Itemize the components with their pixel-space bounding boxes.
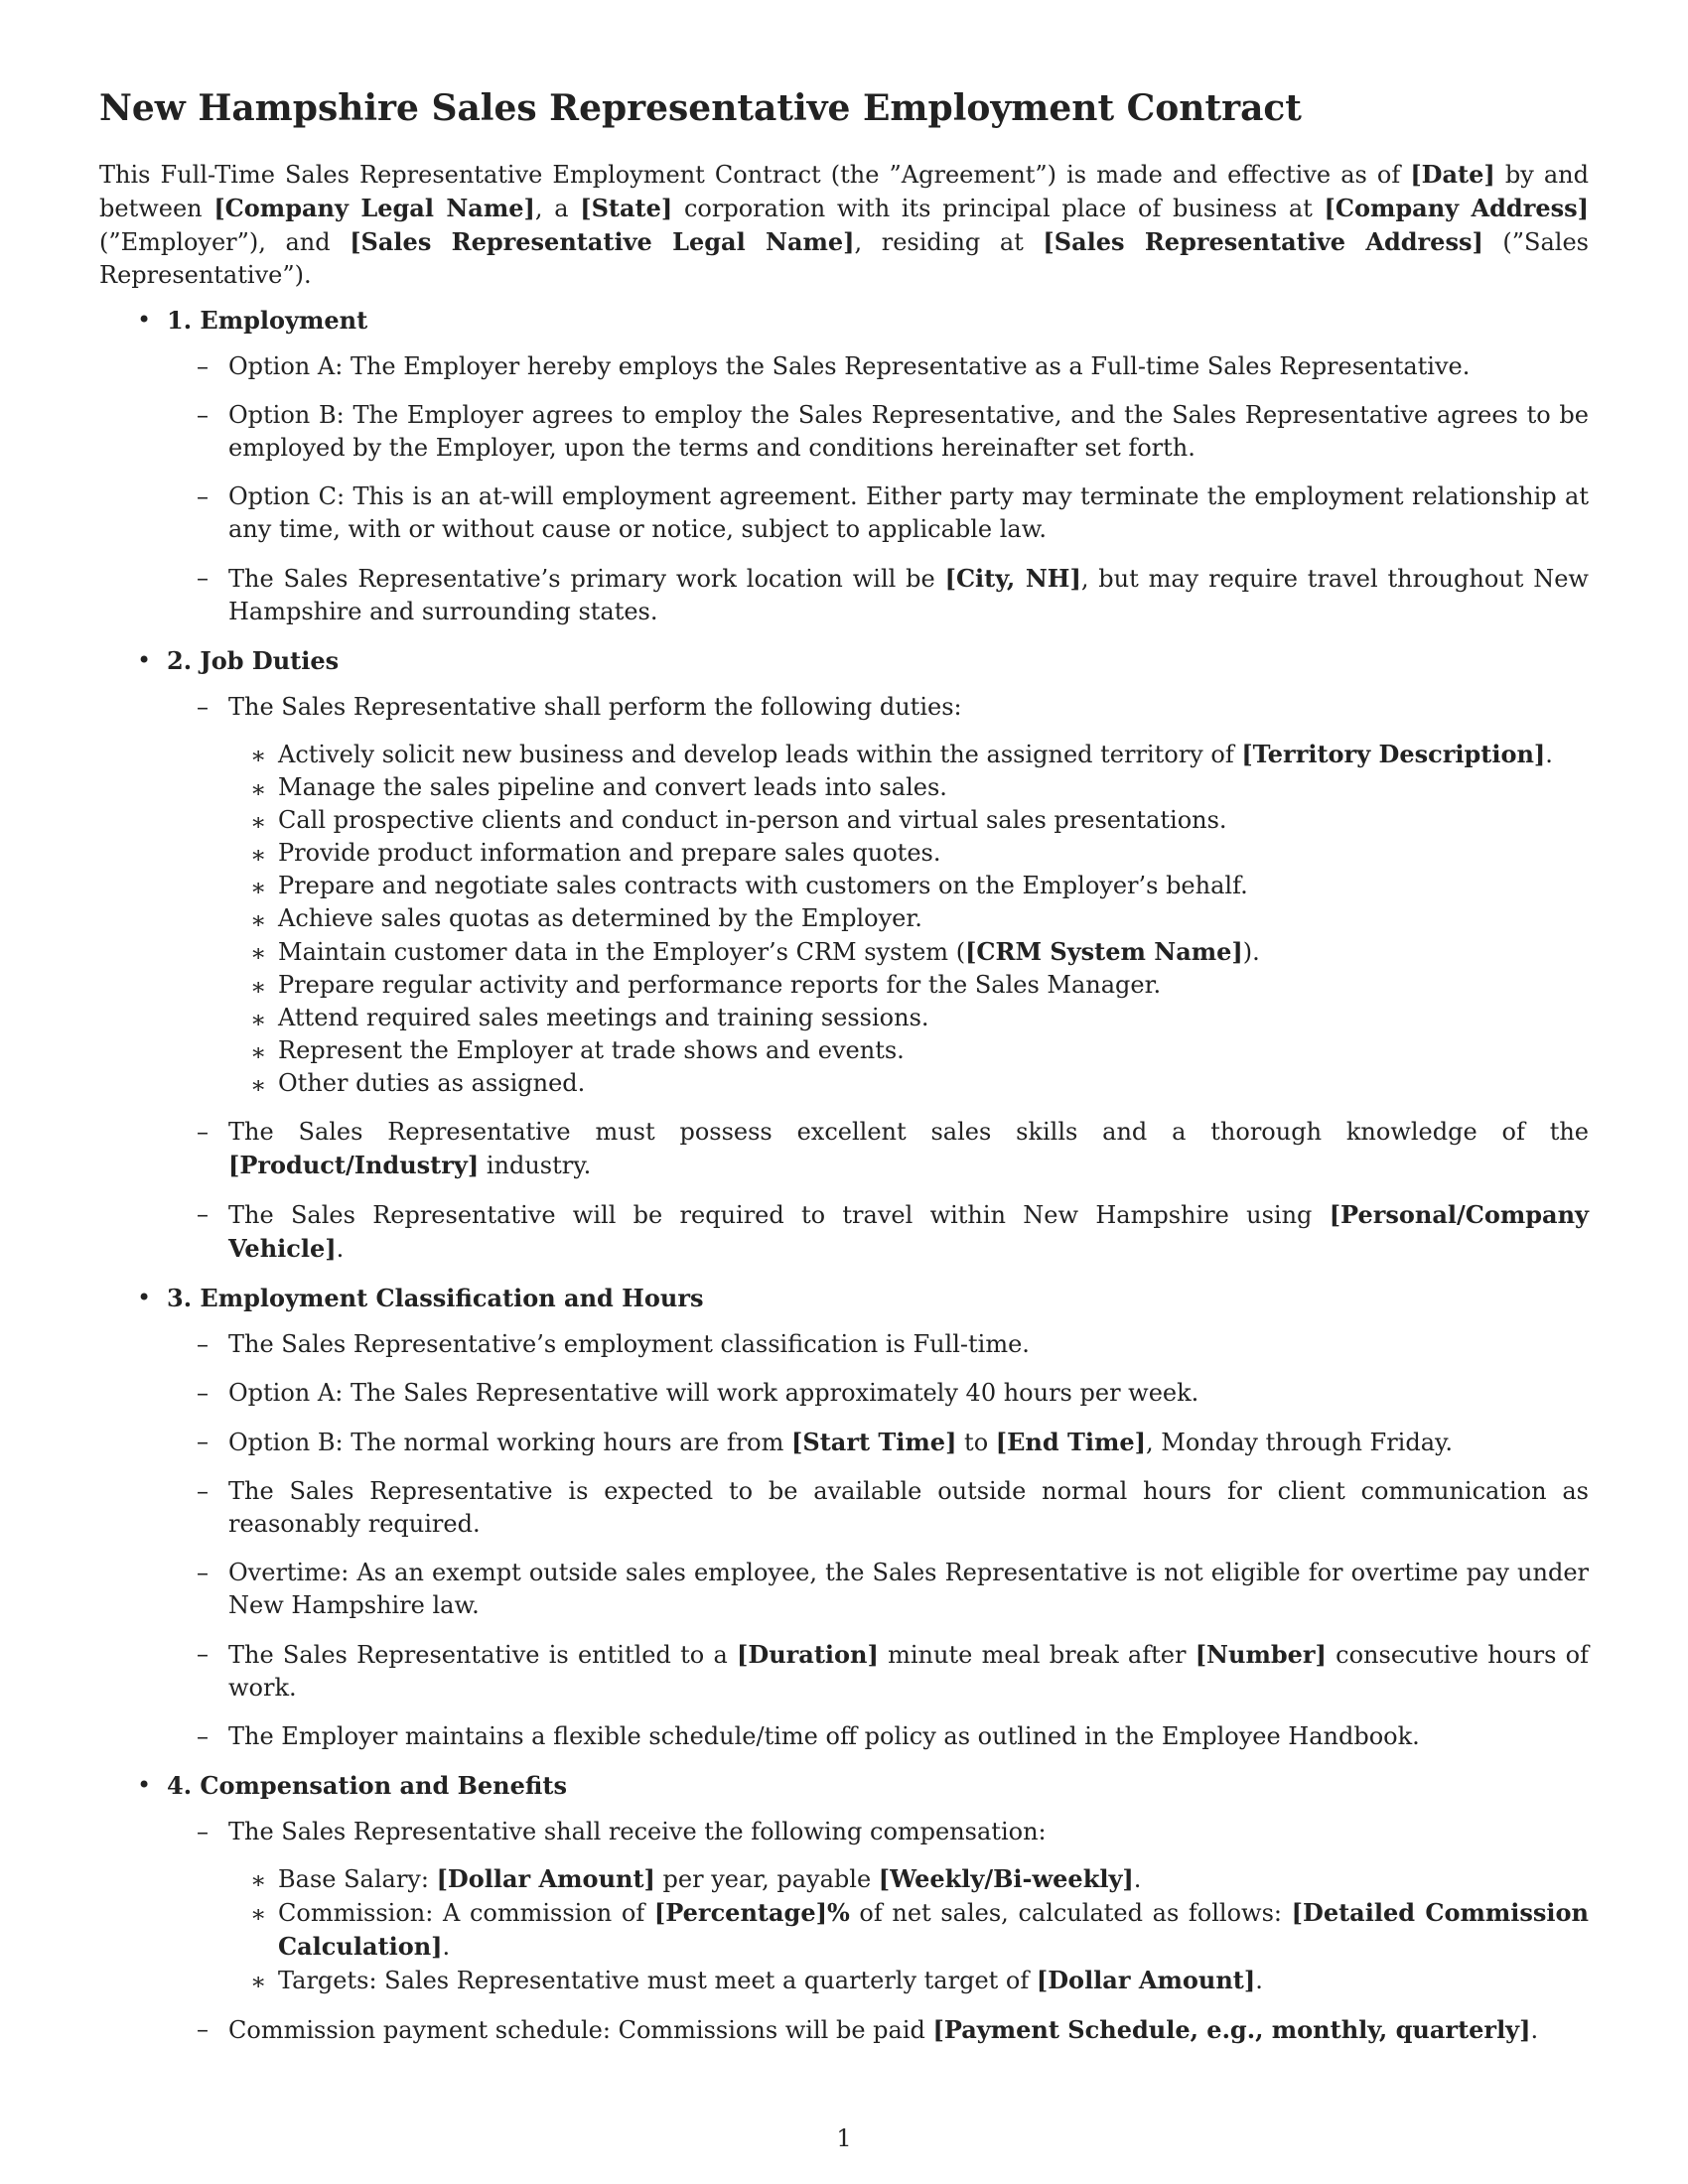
text-run: . xyxy=(1545,741,1553,769)
text-run: minute meal break after xyxy=(878,1641,1196,1670)
clause-item xyxy=(167,1557,1589,1622)
text-run: The Sales Representative’s primary work location will be xyxy=(228,565,945,594)
bullet-icon: • xyxy=(137,1771,152,1800)
placeholder-field: [Personal/Company Vehicle] xyxy=(228,1200,1589,1264)
text-run: Overtime: As an exempt outside sales employee, the Sales Representative is not eligible for overtime pay under New Hampshire law. xyxy=(228,1559,1589,1620)
asterisk-icon: ∗ xyxy=(250,1071,267,1100)
placeholder-field: [Detailed Commission Calculation] xyxy=(278,1898,1590,1962)
bullet-icon: • xyxy=(137,646,152,675)
asterisk-icon: ∗ xyxy=(250,973,267,1002)
clause-list xyxy=(167,1816,1589,2047)
text-run: The Sales Representative will be required to travel within New Hampshire using xyxy=(228,1201,1330,1230)
text-run: , residing at xyxy=(854,228,1044,257)
clause-item xyxy=(167,1198,1589,1266)
text-run: . xyxy=(336,1235,345,1264)
placeholder-field: [Dollar Amount] xyxy=(436,1864,655,1894)
placeholder-field: [Start Time] xyxy=(791,1428,957,1457)
dash-icon: – xyxy=(197,1428,209,1456)
text-run: Call prospective clients and conduct in-person and virtual sales presentations. xyxy=(278,806,1227,835)
dash-icon: – xyxy=(197,1640,209,1669)
asterisk-icon: ∗ xyxy=(250,1006,267,1034)
text-run: Option A: The Sales Representative will work approximately 40 hours per week. xyxy=(228,1379,1199,1408)
document-page xyxy=(99,87,1589,2063)
placeholder-field: [Number] xyxy=(1195,1640,1327,1670)
text-run: . xyxy=(1255,1967,1263,1995)
text-run: , a xyxy=(534,195,581,223)
dash-icon: – xyxy=(197,1477,209,1506)
placeholder-field: [CRM System Name] xyxy=(965,937,1243,967)
text-run: per year, payable xyxy=(654,1865,879,1894)
clause-item xyxy=(167,1328,1589,1361)
bullet-icon: • xyxy=(137,1284,152,1312)
text-run: Base Salary: xyxy=(278,1865,437,1894)
dash-icon: – xyxy=(197,352,209,381)
document-title: New Hampshire Sales Representative Employment Contract xyxy=(99,87,1302,129)
section xyxy=(99,304,1589,628)
text-run: to xyxy=(956,1429,996,1457)
text-run: ). xyxy=(1242,938,1260,967)
text-run: Option B: The Employer agrees to employ the Sales Representative, and the Sales Representative agrees to be employed by the Employer, upon the terms and conditions hereinafter set forth. xyxy=(228,401,1589,463)
text-run: Prepare and negotiate sales contracts with customers on the Employer’s behalf. xyxy=(278,872,1248,900)
section xyxy=(99,1769,1589,2047)
placeholder-field: [Company Legal Name] xyxy=(213,194,535,223)
sub-clause-item xyxy=(228,1067,1589,1100)
asterisk-icon: ∗ xyxy=(250,841,267,870)
placeholder-field: [Payment Schedule, e.g., monthly, quarterly] xyxy=(932,2015,1531,2045)
asterisk-icon: ∗ xyxy=(250,1866,267,1895)
placeholder-field: [Product/Industry] xyxy=(228,1151,480,1180)
section-heading: 2. Job Duties xyxy=(167,646,340,676)
dash-icon: – xyxy=(197,1559,209,1587)
sub-clause-item xyxy=(228,1002,1589,1034)
page-number: 1 xyxy=(836,2124,852,2152)
text-run: , but may require travel throughout New Hampshire and surrounding states. xyxy=(228,565,1589,626)
sub-clause-item xyxy=(228,870,1589,902)
text-run: The Sales Representative’s employment classification is Full-time. xyxy=(228,1330,1030,1359)
clause-list xyxy=(167,1328,1589,1753)
sub-clause-item xyxy=(228,738,1589,771)
placeholder-field: [Percentage]% xyxy=(653,1898,850,1928)
sub-clause-item xyxy=(228,1964,1589,1997)
clause-item xyxy=(167,1638,1589,1705)
placeholder-field: [Sales Representative Address] xyxy=(1043,227,1483,257)
dash-icon: – xyxy=(197,564,209,593)
text-run: Actively solicit new business and develop leads within the assigned territory of xyxy=(278,741,1242,769)
sub-clause-item xyxy=(228,1034,1589,1067)
asterisk-icon: ∗ xyxy=(250,775,267,804)
dash-icon: – xyxy=(197,693,209,722)
clause-list xyxy=(167,350,1589,628)
placeholder-field: [Dollar Amount] xyxy=(1036,1966,1256,1995)
text-run: Maintain customer data in the Employer’s CRM system ( xyxy=(278,938,966,967)
sub-clause-item xyxy=(228,935,1589,969)
clause-item xyxy=(167,1475,1589,1541)
dash-icon: – xyxy=(197,2015,209,2044)
clause-list xyxy=(167,691,1589,1266)
section-heading: 4. Compensation and Benefits xyxy=(167,1771,567,1801)
sub-clause-item xyxy=(228,969,1589,1002)
text-run: of net sales, calculated as follows: xyxy=(849,1899,1292,1928)
text-run: Prepare regular activity and performance reports for the Sales Manager. xyxy=(278,971,1162,1000)
clause-item xyxy=(167,1816,1589,1997)
dash-icon: – xyxy=(197,1379,209,1408)
dash-icon: – xyxy=(197,401,209,430)
text-run: . xyxy=(1530,2016,1539,2045)
dash-icon: – xyxy=(197,1118,209,1147)
placeholder-field: [Company Address] xyxy=(1324,194,1590,223)
bullet-icon: • xyxy=(137,306,152,335)
placeholder-field: [Weekly/Bi-weekly] xyxy=(878,1864,1134,1894)
placeholder-field: [End Time] xyxy=(995,1428,1147,1457)
text-run: Option A: The Employer hereby employs the Sales Representative as a Full-time Sales Representative. xyxy=(228,352,1471,381)
section xyxy=(99,1282,1589,1753)
dash-icon: – xyxy=(197,1330,209,1359)
text-run: The Sales Representative shall perform the following duties: xyxy=(228,693,962,722)
text-run: Attend required sales meetings and training sessions. xyxy=(278,1004,929,1032)
sub-clause-item xyxy=(228,771,1589,804)
placeholder-field: [City, NH] xyxy=(944,564,1081,594)
placeholder-field: [Sales Representative Legal Name] xyxy=(350,227,855,257)
section xyxy=(99,644,1589,1266)
text-run: . xyxy=(442,1933,451,1962)
text-run: corporation with its principal place of business at xyxy=(672,195,1325,223)
placeholder-field: [Date] xyxy=(1410,160,1495,190)
text-run: The Sales Representative shall receive the following compensation: xyxy=(228,1818,1047,1846)
clause-item xyxy=(167,691,1589,1100)
text-run: (”Employer”), and xyxy=(99,228,351,257)
placeholder-field: [Duration] xyxy=(737,1640,879,1670)
text-run: Option B: The normal working hours are from xyxy=(228,1429,792,1457)
sub-clause-list xyxy=(228,1862,1589,1997)
sub-clause-list xyxy=(228,738,1589,1100)
text-run: Other duties as assigned. xyxy=(278,1069,586,1098)
text-run: . xyxy=(1133,1865,1142,1894)
clause-item xyxy=(167,1377,1589,1410)
clause-item xyxy=(167,1426,1589,1459)
dash-icon: – xyxy=(197,1722,209,1751)
text-run: Achieve sales quotas as determined by the Employer. xyxy=(278,904,922,933)
clause-item xyxy=(167,562,1589,628)
text-run: The Sales Representative is expected to be available outside normal hours for client communication as reasonably required. xyxy=(228,1477,1589,1539)
text-run: Represent the Employer at trade shows and events. xyxy=(278,1036,905,1065)
text-run: Commission payment schedule: Commissions will be paid xyxy=(228,2016,933,2045)
clause-item xyxy=(167,2013,1589,2047)
clause-item xyxy=(167,480,1589,546)
dash-icon: – xyxy=(197,1818,209,1846)
asterisk-icon: ∗ xyxy=(250,874,267,902)
text-run: Provide product information and prepare sales quotes. xyxy=(278,839,941,868)
clause-item xyxy=(167,1116,1589,1182)
asterisk-icon: ∗ xyxy=(250,1900,267,1929)
sub-clause-item xyxy=(228,902,1589,935)
text-run: This Full-Time Sales Representative Employment Contract (the ”Agreement”) is made and effective as of xyxy=(99,161,1411,190)
sub-clause-item xyxy=(228,804,1589,837)
asterisk-icon: ∗ xyxy=(250,906,267,935)
text-run: by and between xyxy=(99,161,1589,223)
text-run: Commission: A commission of xyxy=(278,1899,654,1928)
section-heading: 3. Employment Classification and Hours xyxy=(167,1284,704,1313)
text-run: Targets: Sales Representative must meet a quarterly target of xyxy=(278,1967,1037,1995)
text-run: Manage the sales pipeline and convert leads into sales. xyxy=(278,773,947,802)
section-heading: 1. Employment xyxy=(167,306,368,336)
text-run: industry. xyxy=(479,1152,592,1180)
asterisk-icon: ∗ xyxy=(250,1038,267,1067)
section-list xyxy=(99,304,1589,2047)
asterisk-icon: ∗ xyxy=(250,939,267,968)
clause-item xyxy=(167,1720,1589,1753)
clause-item xyxy=(167,350,1589,383)
text-run: Option C: This is an at-will employment agreement. Either party may terminate the employment relationship at any time, with or without cause or notice, subject to applicable law. xyxy=(228,482,1589,544)
text-run: consecutive hours of work. xyxy=(228,1641,1590,1703)
dash-icon: – xyxy=(197,482,209,511)
asterisk-icon: ∗ xyxy=(250,808,267,837)
text-run: , Monday through Friday. xyxy=(1146,1429,1454,1457)
placeholder-field: [State] xyxy=(580,194,673,223)
asterisk-icon: ∗ xyxy=(250,742,267,770)
asterisk-icon: ∗ xyxy=(250,1968,267,1996)
text-run: (”Sales Representative”). xyxy=(99,228,1590,290)
sub-clause-item xyxy=(228,837,1589,870)
dash-icon: – xyxy=(197,1200,209,1229)
text-run: The Sales Representative must possess excellent sales skills and a thorough knowledge of the xyxy=(228,1118,1589,1147)
sub-clause-item xyxy=(228,1896,1589,1964)
intro-paragraph xyxy=(99,158,1589,292)
text-run: The Sales Representative is entitled to a xyxy=(228,1641,738,1670)
sub-clause-item xyxy=(228,1862,1589,1896)
text-run: The Employer maintains a flexible schedule/time off policy as outlined in the Employee Handbook. xyxy=(228,1722,1420,1751)
clause-item xyxy=(167,399,1589,465)
placeholder-field: [Territory Description] xyxy=(1241,740,1546,769)
